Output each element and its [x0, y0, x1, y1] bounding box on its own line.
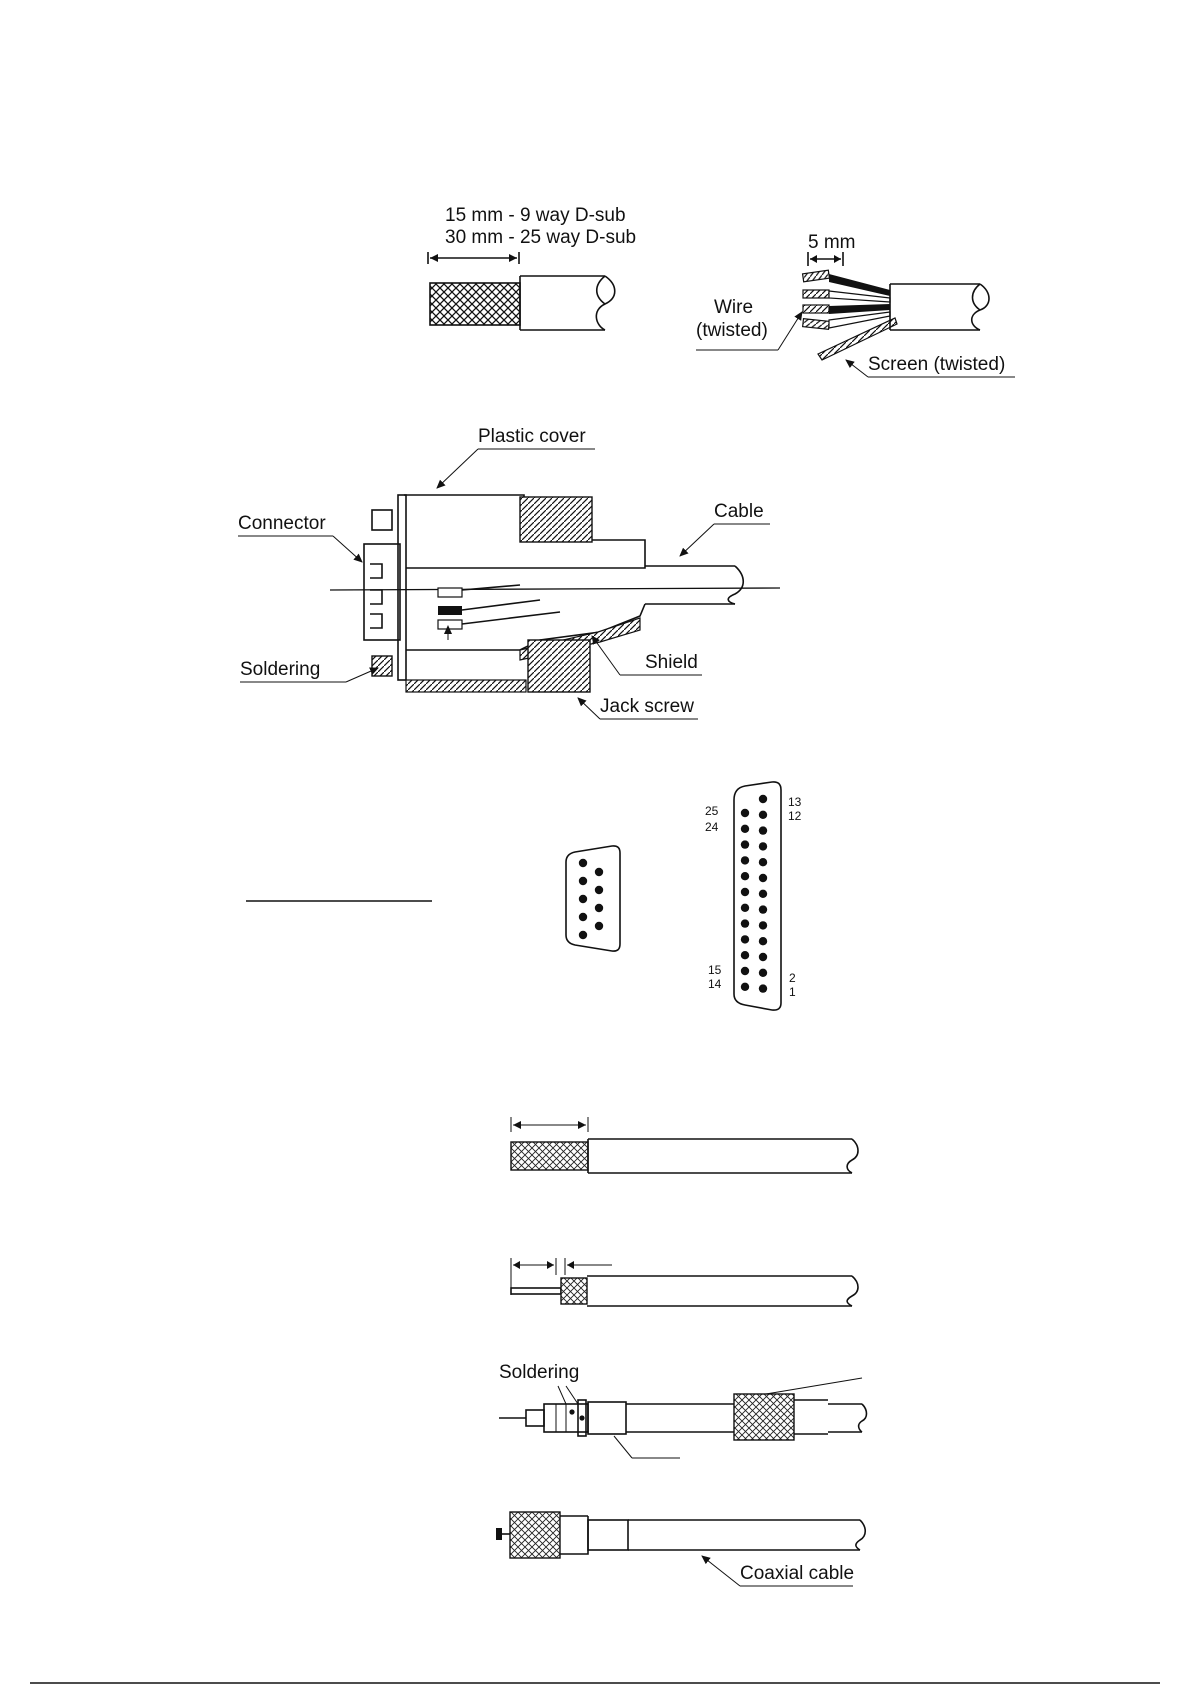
- dsub-25way-pin: [759, 842, 767, 850]
- dsub-25way-pin: [741, 825, 749, 833]
- dsub-25way-pin: [759, 937, 767, 945]
- dsub-25way-pin: [759, 969, 767, 977]
- dsub-25way-pin: [741, 904, 749, 912]
- dsub-25way-pin: [741, 935, 749, 943]
- screen-label: Screen (twisted): [868, 354, 1006, 375]
- jack-screw-label: Jack screw: [600, 696, 694, 717]
- dsub-9way-pin: [579, 895, 587, 903]
- dsub-25way-pin: [759, 826, 767, 834]
- coax-step-3: [499, 1378, 867, 1458]
- coax-step-2: [511, 1258, 858, 1306]
- dsub-25way-pin: [759, 953, 767, 961]
- plastic-cover-label: Plastic cover: [478, 426, 586, 447]
- dsub-25way-pin: [741, 888, 749, 896]
- pin-label-24: 24: [705, 820, 719, 834]
- shield-label: Shield: [645, 652, 698, 673]
- dsub-25way-pin: [759, 905, 767, 913]
- dsub-9way-pin: [579, 877, 587, 885]
- figure-cable-stripping: [428, 205, 1015, 377]
- pin-label-1: 1: [789, 985, 796, 999]
- dsub-9way-pin: [579, 931, 587, 939]
- plastic-cover-leader: [437, 449, 595, 488]
- dsub-25way-pin: [759, 921, 767, 929]
- pin-label-15: 15: [708, 963, 722, 977]
- dsub-25way-pin: [759, 874, 767, 882]
- dsub-9way-pins: [579, 859, 603, 939]
- dsub-9way-pin: [595, 904, 603, 912]
- figure-coaxial-preparation: [496, 1117, 867, 1586]
- figure-pin-layouts: [246, 782, 802, 1010]
- dsub-25way-pin: [741, 919, 749, 927]
- dsub-9way-face: [566, 846, 620, 951]
- dsub-25way-pins: [741, 795, 767, 993]
- coaxial-cable-label: Coaxial cable: [740, 1563, 855, 1584]
- dsub-25way-face: [734, 782, 781, 1010]
- pin-label-12: 12: [788, 809, 802, 823]
- dsub-25way-pin: [759, 984, 767, 992]
- dsub-25way-pin: [741, 856, 749, 864]
- connector-label: Connector: [238, 513, 326, 534]
- wire-strip-dimension: [808, 252, 843, 266]
- strip-length-9way-label: 15 mm - 9 way D-sub: [445, 205, 626, 226]
- pin-label-2: 2: [789, 971, 796, 985]
- dsub-25way-pin: [759, 890, 767, 898]
- soldering-label: Soldering: [240, 659, 321, 680]
- coax-soldering-label: Soldering: [499, 1362, 580, 1383]
- pin-label-13: 13: [788, 795, 802, 809]
- dsub-9way-pin: [595, 868, 603, 876]
- dsub-9way-pin: [579, 859, 587, 867]
- dsub-25way-pin: [759, 811, 767, 819]
- coax-step-4: [496, 1512, 865, 1558]
- pin-label-25: 25: [705, 804, 719, 818]
- dsub-25way-pin: [741, 872, 749, 880]
- dsub-25way-pin: [741, 983, 749, 991]
- cable-leader: [680, 524, 770, 556]
- figure-connector-assembly: [238, 426, 780, 719]
- dsub-25way-pin: [759, 795, 767, 803]
- wire-strip-length-label: 5 mm: [808, 232, 856, 253]
- dsub-25way-pin: [741, 809, 749, 817]
- strip-length-25way-label: 30 mm - 25 way D-sub: [445, 227, 637, 248]
- prepared-wires: [803, 270, 989, 360]
- pin-label-14: 14: [708, 977, 722, 991]
- wire-label-line2: (twisted): [696, 320, 768, 341]
- dsub-9way-pin: [595, 922, 603, 930]
- dsub-25way-pin: [741, 951, 749, 959]
- strip-length-dimension: [428, 252, 519, 264]
- dsub-25way-pin: [759, 858, 767, 866]
- dsub-9way-pin: [579, 913, 587, 921]
- stripped-cable: [430, 276, 615, 330]
- cable-label: Cable: [714, 501, 764, 522]
- dsub-25way-pin: [741, 967, 749, 975]
- wire-label-line1: Wire: [714, 297, 754, 318]
- dsub-connector-drawing: [330, 495, 780, 692]
- dsub-9way-pin: [595, 886, 603, 894]
- dsub-25way-pin: [741, 840, 749, 848]
- connector-leader: [238, 536, 362, 562]
- coax-step-1: [511, 1117, 858, 1173]
